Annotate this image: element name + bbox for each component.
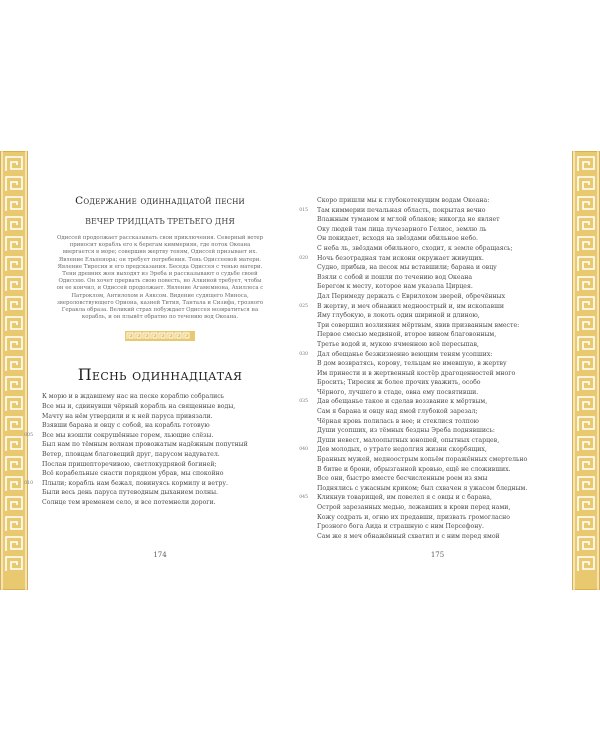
meander-unit [6, 177, 22, 191]
meander-unit [578, 317, 594, 331]
meander-unit [578, 277, 594, 291]
line-number: 030 [299, 351, 308, 357]
verse-text: Три совершил возлияния мёртвым, явив призванным вместе: [317, 321, 520, 329]
verse-line [40, 450, 280, 460]
verse-line [299, 206, 560, 216]
verse-line [40, 421, 280, 431]
verse-text: Бросить; Тиресия ж более прочих уважить, особо [317, 379, 481, 387]
meander-unit [578, 197, 594, 211]
greek-key-ornament [125, 331, 195, 341]
verse-line [315, 273, 560, 283]
verse-text: Судно, прибыв, на песок мы вставшили; барана и овцу [317, 264, 497, 272]
verse-text: Все мы и, сдвинувши чёрный корабль на священные воды, [42, 403, 236, 411]
meander-unit [578, 397, 594, 411]
verse-text: Дал Перимеду держать с Еврилохом зверей, обречённых [317, 292, 506, 300]
verse-line [315, 196, 560, 206]
meander-unit [578, 537, 594, 551]
meander-unit [6, 497, 22, 511]
verse-text: Яму глубокую, в локоть один шириной и длиною, [317, 312, 480, 320]
line-number: 040 [299, 447, 308, 453]
verse-line [299, 350, 560, 360]
song-title: Песнь одиннадцатая [77, 365, 243, 385]
verse-line [299, 493, 560, 503]
verse-line [315, 503, 560, 513]
verse-text: Все они, быстро вместе бесчисленным роем из ямы [317, 475, 488, 483]
verse-text: Души усопших, из тёмных бездны Эреба поднявшись: [317, 427, 495, 435]
verse-line [299, 254, 560, 264]
verse-line [315, 282, 560, 292]
meander-unit [6, 157, 22, 171]
verse-text: Послан пришепторечивою, светлокудрявой богиней; [42, 460, 217, 468]
verse-text: В жертву, и меч обнажил медноострый и, им ископавши [317, 302, 504, 310]
meander-unit [578, 257, 594, 271]
meander-unit [6, 357, 22, 371]
line-number: 010 [24, 480, 33, 486]
verse-text: Был нам по тёмным волнам провожатым надёжным попутный [42, 441, 248, 449]
verse-line [315, 436, 560, 446]
meander-unit [6, 237, 22, 251]
verse-line [315, 215, 560, 225]
verse-text: Кликнув товарищей, им повелел я с овцы и с барана, [317, 494, 492, 502]
verse-text: Взявши барана и овцу с собой, на корабль готовую [42, 422, 210, 430]
contents-summary: Одиссей продолжает рассказывать свои приключения. Северный ветер приносит корабль его к берегам киммериян, где поток Океана ввергается в море; совершив жертву теням, Одиссей призывает их. Явление Ельпенора; он требует погребения. Тень Одиссеевой матери. Явление Тиресия и его предсказания. Беседа Одиссея с тенью матери. Тени древних жен выходят из Эреба и рассказывают о судьбе своей Одиссею. Он хочет прервать свою повесть, но Алкиной требует, чтобы он ее кончил, и Одиссей продолжает. Явление Агамемнона, Ахиллеса с Патроклом, Антилохом и Аяксом. Видение судящего Миноса, звероловствующего Ориона, казней Тития, Тантала и Сизифа, грозного Геракла образа. Великий страх побуждает Одиссея возвратиться на корабль, и он плывёт обратно по течению вод Океана. [56, 235, 264, 321]
meander-unit [578, 477, 594, 491]
meander-unit [578, 357, 594, 371]
verse-line [40, 392, 280, 402]
left-page [24, 170, 280, 580]
page-number-right: 175 [430, 551, 445, 559]
verse-line [315, 522, 560, 532]
meander-unit [6, 277, 22, 291]
meander-unit [578, 237, 594, 251]
verse-line [315, 359, 560, 369]
verse-text: Там киммерии печальная область, покрытая вечно [317, 206, 486, 214]
verse-text: Души невест, малоопытных юношей, опытных старцев, [317, 436, 500, 444]
verse-line [315, 532, 560, 542]
contents-title: Содержание одиннадцатой песни [75, 195, 245, 207]
meander-unit [578, 337, 594, 351]
verse-line [40, 440, 280, 450]
meander-unit [6, 197, 22, 211]
verse-line [315, 388, 560, 398]
meander-unit [578, 297, 594, 311]
verse-text: Дав обещанье такое и сделав воззвание к мёртвым, [317, 398, 488, 406]
verse-text: Сам же я меч обнажённый схватил и с ним перед ямой [317, 532, 500, 540]
verse-text: Солнце тем временем село, и все потемнели дороги. [42, 498, 216, 506]
meander-unit [6, 317, 22, 331]
verse-text: Ветер, пловцам благовещий друг, парусом надувател. [42, 451, 220, 458]
verse-line [40, 469, 280, 479]
verse-text: Чёрного, лучшего в стаде, овна ему посвятивши. [317, 388, 479, 396]
verse-line [40, 488, 280, 498]
verse-line [299, 302, 560, 312]
verse-text: Дев молодых, о утрате недолгия жизни скорбящих, [317, 446, 487, 454]
verse-line [315, 417, 560, 427]
greek-key-border-right [572, 151, 600, 590]
verse-text: Чёрная кровь полилась в нее; и стеклися толпою [317, 417, 479, 425]
verse-text: Были весь день паруса путеводным дыханием полны. [42, 489, 218, 497]
verse-text: Дал обещанье безжизненно веющим теням усопших: [317, 350, 493, 358]
verse-text: Оку людей там лица лучезарного Гелиос, землю ль [317, 225, 487, 233]
meander-unit [578, 437, 594, 451]
verse-line [315, 455, 560, 465]
line-number: 005 [24, 432, 33, 438]
meander-unit [578, 157, 594, 171]
verse-line [315, 407, 560, 417]
verse-line [299, 445, 560, 455]
verse-text: Сам я барана и овцу над ямой глубокой зарезал; [317, 408, 478, 416]
contents-subtitle: ВЕЧЕР ТРИДЦАТЬ ТРЕТЬЕГО ДНЯ [85, 217, 235, 226]
verse-text: Острой зарезанных медью, лежавших в крови перед нами, [317, 504, 511, 511]
ornament-background [125, 331, 195, 341]
verse-text: Ночь безотрадная там искони окружает живущих. [317, 254, 484, 262]
verse-list-left [24, 392, 280, 507]
verse-line [315, 474, 560, 484]
meander-unit [6, 217, 22, 231]
meander-unit [6, 257, 22, 271]
verse-text: Всё корабельные снасти порядком убрав, мы спокойно [42, 470, 224, 478]
verse-line [315, 378, 560, 388]
verse-line [315, 465, 560, 475]
meander-unit [578, 417, 594, 431]
verse-line [315, 484, 560, 494]
meander-unit [578, 557, 594, 571]
meander-unit [578, 177, 594, 191]
meander-unit [578, 517, 594, 531]
verse-text: Все мы взошли сокрушённые горем, льющие слёзы. [42, 431, 214, 439]
meander-unit [6, 377, 22, 391]
meander-unit [6, 417, 22, 431]
meander-unit [6, 517, 22, 531]
verse-text: Кожу содрать и, огню их предавши, призвать громогласно [317, 513, 510, 521]
verse-line [40, 412, 280, 422]
verse-list-right [299, 196, 560, 541]
meander-unit [6, 537, 22, 551]
line-number: 035 [299, 399, 308, 405]
verse-text: В дом возвратясь, корову, тельцам не имевшую, в жертву [317, 360, 507, 368]
verse-line [315, 292, 560, 302]
verse-text: Третье водой и, мукою ячменною всё пересыпав, [317, 340, 479, 348]
verse-line [315, 234, 560, 244]
line-number: 045 [299, 495, 308, 501]
page-number-left: 174 [153, 551, 167, 559]
meander-unit [578, 217, 594, 231]
verse-text: Бранных мужей, медноострым копьём поражённых смертельно [317, 456, 528, 464]
meander-unit [578, 457, 594, 471]
line-number: 020 [299, 255, 308, 261]
verse-line [24, 431, 280, 441]
verse-line [315, 330, 560, 340]
right-page [299, 170, 560, 580]
verse-line [315, 369, 560, 379]
verse-line [299, 397, 560, 407]
verse-line [315, 426, 560, 436]
left-decorative-band [0, 151, 28, 590]
meander-unit [6, 297, 22, 311]
verse-line [40, 498, 280, 508]
verse-text: Берегом к месту, которое нам указала Цирцея. [317, 283, 473, 291]
line-number: 025 [299, 303, 308, 309]
verse-text: К морю и в ждавшему нас на песке кораблю собрались [42, 393, 225, 401]
verse-text: Он покидает, всходя на звёздами обильное небо. [317, 235, 478, 243]
verse-text: Скоро пришли мы к глубокотекущим водам Океана: [317, 197, 490, 204]
verse-line [40, 460, 280, 470]
line-number: 015 [299, 207, 308, 213]
verse-text: Поднялись с ужасным криком; был схвачен я ужасом бледным. [317, 484, 528, 492]
verse-line [315, 513, 560, 523]
meander-unit [6, 457, 22, 471]
verse-text: Им принести и в жертвенный костёр драгоценностей много [317, 369, 516, 377]
verse-line [315, 321, 560, 331]
verse-text: В битве и брони, обрызганной кровью, ещё не сложивших. [317, 465, 511, 473]
verse-line [315, 340, 560, 350]
verse-line [315, 244, 560, 254]
verse-text: Мачту на нём утвердили и к ней парусa привязали. [42, 412, 213, 420]
verse-text: Влажным туманом и мглой облаков; никогда не являет [317, 216, 500, 224]
verse-line [40, 402, 280, 412]
right-decorative-band [572, 151, 600, 590]
verse-text: Грозного бога Аида и страшную с ним Персефону. [317, 523, 484, 531]
verse-text: Взяли с собой и пошли по течению вод Океана [317, 273, 473, 281]
meander-unit [578, 377, 594, 391]
verse-line [24, 479, 280, 489]
verse-line [315, 311, 560, 321]
meander-unit [578, 497, 594, 511]
verse-text: Первое смесью медвяной, второе вином благовонным, [317, 331, 497, 339]
meander-unit [6, 397, 22, 411]
verse-line [315, 263, 560, 273]
meander-unit [6, 337, 22, 351]
meander-unit [6, 557, 22, 571]
verse-line [315, 225, 560, 235]
greek-key-border-left [0, 151, 28, 590]
verse-text: С неба ль, звёздами обильного, сходит, к земле обращаясь; [317, 244, 513, 252]
verse-text: Плыли; корабль нам бежал, повинуясь кормилу и ветру. [42, 479, 228, 487]
